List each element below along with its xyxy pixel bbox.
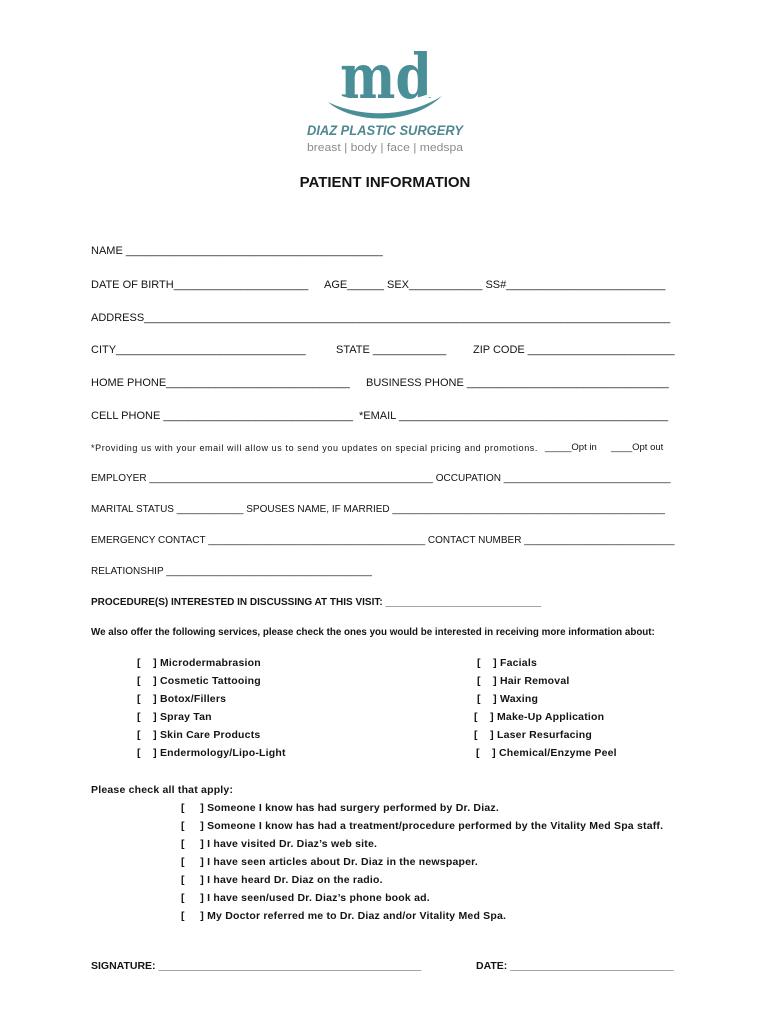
logo-monogram: md [340, 40, 432, 113]
service-item: [ ] Endermology/Lipo-Light [137, 747, 286, 759]
service-item: [ ] Facials [477, 657, 537, 669]
date-of-birth-field: DATE OF BIRTH______________________ [91, 279, 309, 291]
marital-spouse-fields: MARITAL STATUS ____________ SPOUSES NAME, IF MARRIED _________________________________________________ [91, 504, 665, 515]
zip-code-field: ZIP CODE ________________________ [473, 344, 675, 356]
service-item: [ ] Waxing [477, 693, 539, 705]
date-field: DATE: ____________________________ [476, 960, 674, 972]
referral-item: [ ] My Doctor referred me to Dr. Diaz and/or Vitality Med Spa. [181, 910, 507, 922]
relationship-field: RELATIONSHIP _____________________________________ [91, 566, 372, 577]
service-item: [ ] Cosmetic Tattooing [137, 675, 261, 687]
service-item: [ ] Hair Removal [477, 675, 570, 687]
service-item: [ ] Make-Up Application [474, 711, 605, 723]
opt-out-field: ____Opt out [611, 442, 664, 453]
services-intro: We also offer the following services, please check the ones you would be interested in receiving more information about: [91, 627, 655, 638]
referral-item: [ ] I have heard Dr. Diaz on the radio. [181, 874, 383, 886]
service-item: [ ] Microdermabrasion [137, 657, 261, 669]
practice-logo [300, 40, 470, 156]
email-note: *Providing us with your email will allow us to send you updates on special pricing and promotions. [91, 443, 539, 453]
cell-phone-field: CELL PHONE _______________________________ [91, 410, 353, 422]
business-phone-field: BUSINESS PHONE _________________________________ [366, 377, 669, 389]
form-title: PATIENT INFORMATION [299, 174, 471, 191]
age-sex-ss-fields: AGE______ SEX____________ SS#__________________________ [324, 279, 666, 291]
service-item: [ ] Skin Care Products [137, 729, 261, 741]
service-item: [ ] Laser Resurfacing [474, 729, 592, 741]
referral-item: [ ] I have seen articles about Dr. Diaz in the newspaper. [181, 856, 478, 868]
employer-occupation-fields: EMPLOYER ___________________________________________________ OCCUPATION ______________________________ [91, 473, 671, 484]
logo-tagline: breast | body | face | medspa [307, 142, 464, 154]
address-field: ADDRESS______________________________________________________________________________________ [91, 312, 671, 324]
home-phone-field: HOME PHONE______________________________ [91, 377, 350, 389]
email-field: *EMAIL ____________________________________________ [359, 410, 669, 422]
referral-item: [ ] I have visited Dr. Diaz’s web site. [181, 838, 378, 850]
referral-heading: Please check all that apply: [91, 784, 234, 796]
referral-item: [ ] I have seen/used Dr. Diaz’s phone book ad. [181, 892, 430, 904]
service-item: [ ] Botox/Fillers [137, 693, 227, 705]
name-field: NAME __________________________________________ [91, 245, 383, 257]
signature-field: SIGNATURE: _____________________________________________ [91, 960, 422, 972]
emergency-contact-fields: EMERGENCY CONTACT _______________________________________ CONTACT NUMBER ___________________________ [91, 535, 675, 546]
referral-item: [ ] Someone I know has had a treatment/procedure performed by the Vitality Med Spa staff. [181, 820, 664, 832]
referral-item: [ ] Someone I know has had surgery performed by Dr. Diaz. [181, 802, 499, 814]
logo-practice-name: DIAZ PLASTIC SURGERY [307, 123, 465, 138]
service-item: [ ] Spray Tan [137, 711, 212, 723]
opt-in-field: _____Opt in [545, 442, 597, 453]
procedures-field: PROCEDURE(S) INTERESTED IN DISCUSSING AT THIS VISIT: ____________________________ [91, 597, 542, 608]
city-field: CITY_______________________________ [91, 344, 306, 356]
service-item: [ ] Chemical/Enzyme Peel [476, 747, 617, 759]
state-field: STATE ____________ [336, 344, 447, 356]
